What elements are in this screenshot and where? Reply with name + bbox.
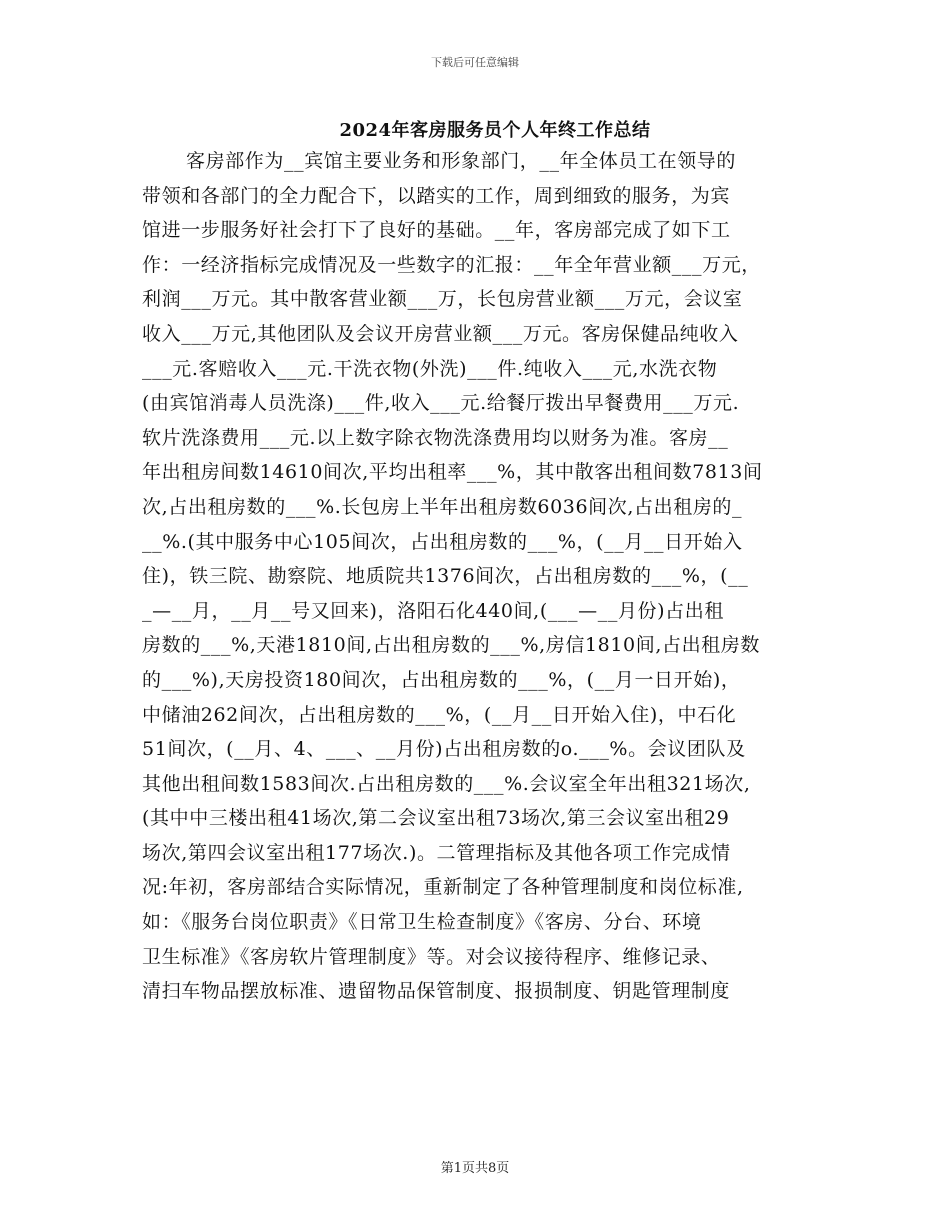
body-line: 的___%),天房投资180间次，占出租房数的___%，(__月一日开始)， <box>142 668 741 691</box>
body-line: 51间次，(__月、4、___、__月份)占出租房数的o.___%。会议团队及 <box>142 738 746 761</box>
body-line: 利润___万元。其中散客营业额___万，长包房营业额___万元，会议室 <box>142 288 743 311</box>
body-line: _—__月，__月__号又回来)，洛阳石化440间,(___—__月份)占出租 <box>142 599 724 622</box>
body-line: (由宾馆消毒人员洗涤)___件,收入___元.给餐厅拨出早餐费用___万元. <box>142 392 740 415</box>
body-line: __%.(其中服务中心105间次，占出租房数的___%，(__月__日开始入 <box>142 530 743 553</box>
body-line: 房数的___%,天港1810间,占出租房数的___%,房信1810间,占出租房数 <box>142 634 760 657</box>
body-line: 如：《服务台岗位职责》《日常卫生检查制度》《客房、分台、环境 <box>142 911 702 934</box>
document-body <box>142 144 812 1009</box>
body-line: 况:年初，客房部结合实际情况，重新制定了各种管理制度和岗位标准, <box>142 876 744 899</box>
body-line: 软片洗涤费用___元.以上数字除衣物洗涤费用均以财务为准。客房__ <box>142 426 729 449</box>
body-line: (其中中三楼出租41场次,第二会议室出租73场次,第三会议室出租29 <box>142 807 730 830</box>
body-line: ___元.客赔收入___元.干洗衣物(外洗)___件.纯收入___元,水洗衣物 <box>142 357 718 380</box>
body-line: 作：一经济指标完成情况及一些数字的汇报：__年全年营业额___万元， <box>142 253 761 276</box>
body-line: 带领和各部门的全力配合下，以踏实的工作，周到细致的服务，为宾 <box>142 184 731 207</box>
body-line: 住)，铁三院、勘察院、地质院共1376间次，占出租房数的___%，(__ <box>142 565 749 588</box>
body-line: 中储油262间次，占出租房数的___%，(__月__日开始入住)，中石化 <box>142 703 737 726</box>
page-number-footer: 第1页共8页 <box>440 1161 510 1176</box>
body-line: 收入___万元,其他团队及会议开房营业额___万元。客房保健品纯收入 <box>142 322 739 345</box>
body-line: 卫生标准》《客房软片管理制度》等。对会议接待程序、维修记录、 <box>142 945 721 968</box>
body-line: 清扫车物品摆放标准、遗留物品保管制度、报损制度、钥匙管理制度 <box>142 980 731 1003</box>
body-line: 其他出租间数1583间次.占出租房数的___%.会议室全年出租321场次, <box>142 772 751 795</box>
body-line: 次,占出租房数的___%.长包房上半年出租房数6036间次,占出租房的_ <box>142 495 743 518</box>
body-line: 年出租房间数14610间次,平均出租率___%，其中散客出租间数7813间 <box>142 461 763 484</box>
page-header-note: 下载后可任意编辑 <box>431 56 519 69</box>
body-line: 客房部作为__宾馆主要业务和形象部门，__年全体员工在领导的 <box>186 150 737 172</box>
body-line: 场次,第四会议室出租177场次.)。二管理指标及其他各项工作完成情 <box>142 841 731 864</box>
document-title: 2024年客房服务员个人年终工作总结 <box>339 120 651 141</box>
body-line: 馆进一步服务好社会打下了良好的基础。__年，客房部完成了如下工 <box>142 219 731 242</box>
